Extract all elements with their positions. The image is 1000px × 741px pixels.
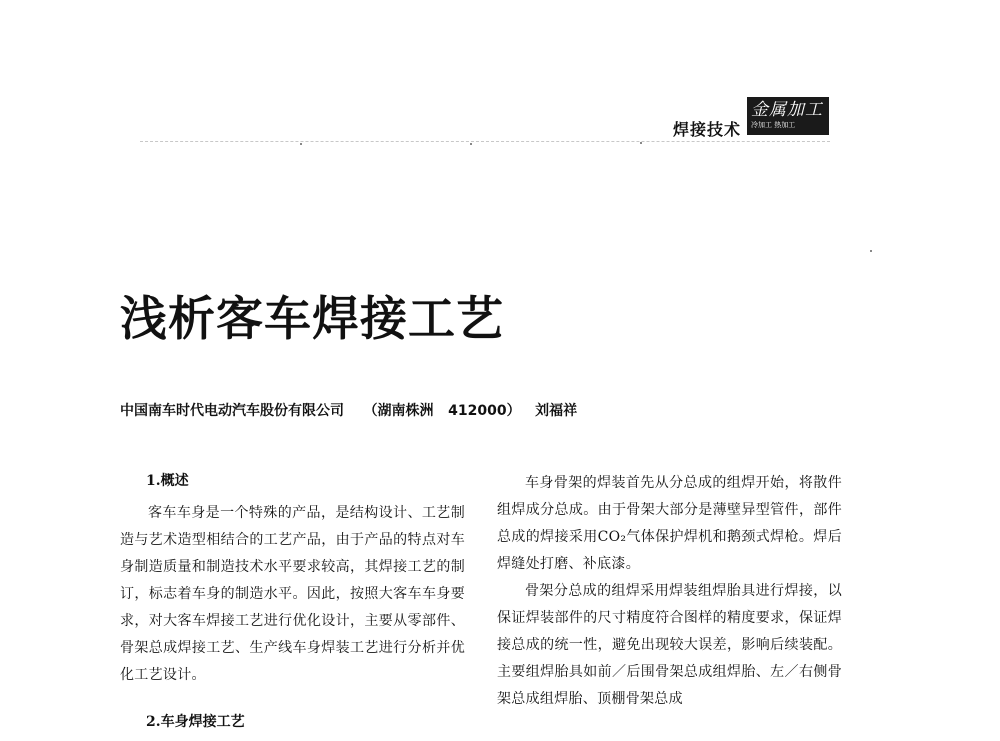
article-title: 浅析客车焊接工艺 — [120, 292, 504, 347]
section-heading-overview: 1.概述 — [146, 473, 189, 489]
section-heading-body-welding: 2.车身焊接工艺 — [146, 714, 245, 730]
left-column — [120, 470, 465, 741]
subassembly-welding-paragraph: 骨架分总成的组焊采用焊装组焊胎具进行焊接，以保证焊装部件的尺寸精度符合图样的精度要求，保证焊接总成的统一性，避免出现较大误差，影响后续装配。主要组焊胎具如前／后围骨架总成组焊胎、左／右侧骨架总成组焊胎、顶棚骨架总成 — [497, 583, 842, 707]
running-header-section-tag: 焊接技术 — [673, 120, 742, 139]
scan-speck — [640, 142, 642, 144]
author-byline: 中国南车时代电动汽车股份有限公司 （湖南株洲 412000） 刘福祥 — [120, 403, 578, 419]
header-rule — [140, 141, 830, 142]
journal-logo — [747, 97, 829, 135]
journal-logo-subtext: 冷加工 热加工 — [751, 121, 796, 129]
overview-paragraph: 客车车身是一个特殊的产品，是结构设计、工艺制造与艺术造型相结合的工艺产品，由于产品的特点对车身制造质量和制造技术水平要求较高，其焊接工艺的制订，标志着车身的制造水平。因此，按照大客车车身要求，对大客车焊接工艺进行优化设计，主要从零部件、骨架总成焊接工艺、生产线车身焊装工艺进行分析并优化工艺设计。 — [120, 505, 465, 683]
scan-speck — [870, 250, 872, 252]
scan-speck — [300, 143, 302, 145]
frame-welding-paragraph: 车身骨架的焊装首先从分总成的组焊开始，将散件组焊成分总成。由于骨架大部分是薄壁异型管件，部件总成的焊接采用CO₂气体保护焊机和鹅颈式焊枪。焊后焊缝处打磨、补底漆。 — [497, 475, 842, 572]
scan-speck — [470, 143, 472, 145]
right-column — [497, 470, 842, 713]
journal-logo-text: 金属加工 — [751, 100, 823, 120]
